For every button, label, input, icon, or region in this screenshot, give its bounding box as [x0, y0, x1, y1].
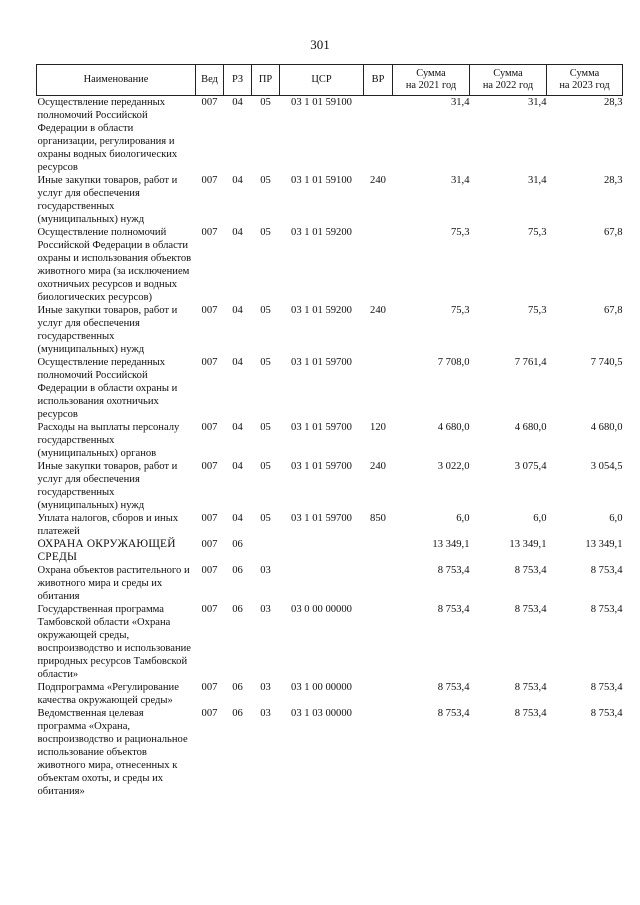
table-row	[37, 538, 623, 564]
budget-table	[36, 64, 623, 798]
row-vr	[364, 603, 393, 681]
row-ved: 007	[201, 227, 218, 238]
row-sum-2023: 28,3	[603, 175, 623, 186]
row-rz: 04	[232, 227, 243, 238]
row-csr	[280, 538, 364, 564]
row-ved: 007	[201, 604, 218, 615]
row-name: Осуществление переданных полномочий Российской Федерации в области организации, регулирования и охраны водных биологических ресурсов	[37, 97, 178, 173]
table-row	[37, 564, 623, 603]
row-ved: 007	[201, 682, 218, 693]
row-sum-2021: 31,4	[450, 97, 470, 108]
row-name: Иные закупки товаров, работ и услуг для обеспечения государственных (муниципальных) нужд	[37, 305, 178, 355]
row-rz: 04	[232, 422, 243, 433]
row-sum-2021: 7 708,0	[437, 357, 470, 368]
row-name: Ведомственная целевая программа «Охрана, воспроизводство и рациональное использование объектов животного мира, отнесенных к объектам охоты, и среды их обитания»	[37, 708, 188, 797]
row-sum-2023: 8 753,4	[590, 565, 623, 576]
table-body	[37, 96, 623, 799]
row-name: Государственная программа Тамбовской области «Охрана окружающей среды, воспроизводство и использование природных ресурсов Тамбовской области»	[37, 604, 191, 680]
row-name: Иные закупки товаров, работ и услуг для обеспечения государственных (муниципальных) нужд	[37, 175, 178, 225]
row-sum-2023: 6,0	[609, 513, 623, 524]
row-csr: 03 1 01 59700	[291, 513, 352, 524]
row-sum-2023: 67,8	[603, 305, 623, 316]
header-sum-2021-line2: на 2021 год	[405, 80, 457, 91]
header-pr: ПР	[252, 65, 280, 96]
row-vr	[364, 564, 393, 603]
row-rz: 04	[232, 513, 243, 524]
row-sum-2021: 8 753,4	[437, 565, 470, 576]
header-csr: ЦСР	[280, 65, 364, 96]
row-rz: 06	[232, 604, 243, 615]
row-ved: 007	[201, 461, 218, 472]
row-sum-2021: 6,0	[456, 513, 470, 524]
row-sum-2023: 8 753,4	[590, 604, 623, 615]
header-sum-2022-line1: Сумма	[493, 68, 523, 79]
row-rz: 06	[232, 682, 243, 693]
row-ved: 007	[201, 305, 218, 316]
row-sum-2022: 7 761,4	[514, 357, 547, 368]
row-ved: 007	[201, 175, 218, 186]
row-pr: 05	[260, 513, 271, 524]
row-csr: 03 1 00 00000	[291, 682, 352, 693]
row-name: Подпрограмма «Регулирование качества окружающей среды»	[37, 682, 179, 706]
row-csr: 03 1 01 59100	[291, 97, 352, 108]
header-vr: ВР	[364, 65, 393, 96]
header-rz: РЗ	[224, 65, 252, 96]
row-pr: 05	[260, 175, 271, 186]
row-rz: 04	[232, 305, 243, 316]
row-csr: 03 1 01 59700	[291, 461, 352, 472]
row-sum-2022: 13 349,1	[509, 539, 547, 550]
row-sum-2023: 13 349,1	[585, 539, 623, 550]
row-csr: 03 1 01 59200	[291, 305, 352, 316]
row-sum-2021: 8 753,4	[437, 708, 470, 719]
row-name: Осуществление переданных полномочий Российской Федерации в области охраны и использования охотничьих ресурсов	[37, 357, 178, 420]
row-sum-2021: 13 349,1	[432, 539, 470, 550]
row-csr: 03 1 01 59700	[291, 357, 352, 368]
row-sum-2021: 31,4	[450, 175, 470, 186]
header-sum-2023-line1: Сумма	[569, 68, 600, 79]
row-sum-2023: 3 054,5	[590, 461, 623, 472]
row-csr	[280, 564, 364, 603]
row-pr: 05	[260, 97, 271, 108]
row-sum-2023: 8 753,4	[590, 682, 623, 693]
row-pr: 05	[260, 305, 271, 316]
row-sum-2022: 8 753,4	[514, 604, 547, 615]
row-sum-2021: 75,3	[450, 305, 470, 316]
row-ved: 007	[201, 539, 218, 550]
row-sum-2022: 31,4	[527, 175, 547, 186]
row-sum-2022: 75,3	[527, 227, 547, 238]
row-vr	[364, 226, 393, 304]
row-sum-2023: 67,8	[603, 227, 623, 238]
row-pr: 03	[260, 604, 271, 615]
row-rz: 04	[232, 357, 243, 368]
row-sum-2021: 4 680,0	[437, 422, 470, 433]
row-sum-2022: 8 753,4	[514, 708, 547, 719]
page-number: 301	[310, 37, 330, 52]
row-ved: 007	[201, 565, 218, 576]
row-csr: 03 1 01 59200	[291, 227, 352, 238]
row-pr: 05	[260, 422, 271, 433]
row-ved: 007	[201, 357, 218, 368]
row-vr: 240	[370, 461, 386, 472]
row-sum-2021: 3 022,0	[437, 461, 470, 472]
row-pr: 03	[260, 708, 271, 719]
row-sum-2022: 75,3	[527, 305, 547, 316]
row-name: Осуществление полномочий Российской Федерации в области охраны и использования объектов животного мира (за исключением охотничьих ресурсов и водных биологических ресурсов)	[37, 227, 192, 303]
header-ved: Вед	[196, 65, 224, 96]
row-sum-2023: 4 680,0	[590, 422, 623, 433]
row-csr: 03 1 01 59100	[291, 175, 352, 186]
table-row	[37, 460, 623, 512]
row-vr: 240	[370, 305, 386, 316]
row-sum-2022: 4 680,0	[514, 422, 547, 433]
row-pr: 03	[260, 682, 271, 693]
row-vr: 850	[370, 513, 386, 524]
row-sum-2021: 75,3	[450, 227, 470, 238]
row-pr: 05	[260, 227, 271, 238]
row-rz: 06	[232, 565, 243, 576]
row-vr	[364, 96, 393, 175]
row-sum-2023: 28,3	[603, 97, 623, 108]
row-name: Иные закупки товаров, работ и услуг для обеспечения государственных (муниципальных) нужд	[37, 461, 178, 511]
row-pr: 05	[260, 461, 271, 472]
row-name: Расходы на выплаты персоналу государственных (муниципальных) органов	[37, 422, 180, 459]
row-sum-2022: 6,0	[533, 513, 547, 524]
row-rz: 06	[232, 539, 243, 550]
row-rz: 06	[232, 708, 243, 719]
table-row	[37, 512, 623, 538]
table-row	[37, 226, 623, 304]
row-vr: 240	[370, 175, 386, 186]
row-ved: 007	[201, 422, 218, 433]
table-row	[37, 356, 623, 421]
row-sum-2022: 31,4	[527, 97, 547, 108]
row-rz: 04	[232, 97, 243, 108]
header-sum-2022	[470, 65, 547, 96]
header-sum-2023	[547, 65, 623, 96]
table-row	[37, 707, 623, 798]
row-rz: 04	[232, 175, 243, 186]
row-ved: 007	[201, 513, 218, 524]
row-name: Уплата налогов, сборов и иных платежей	[37, 513, 179, 537]
row-ved: 007	[201, 97, 218, 108]
row-sum-2022: 3 075,4	[514, 461, 547, 472]
row-name: Охрана объектов растительного и животного мира и среды их обитания	[37, 565, 190, 602]
header-sum-2022-line2: на 2022 год	[482, 80, 534, 91]
row-name: ОХРАНА ОКРУЖАЮЩЕЙ СРЕДЫ	[37, 538, 176, 563]
table-row	[37, 603, 623, 681]
table-row	[37, 174, 623, 226]
row-sum-2023: 8 753,4	[590, 708, 623, 719]
row-csr: 03 1 03 00000	[291, 708, 352, 719]
row-rz: 04	[232, 461, 243, 472]
row-pr: 05	[260, 357, 271, 368]
table-row	[37, 681, 623, 707]
table-row	[37, 96, 623, 175]
header-sum-2021-line1: Сумма	[416, 68, 446, 79]
header-sum-2021	[393, 65, 470, 96]
table-header	[37, 65, 623, 96]
row-vr	[364, 681, 393, 707]
row-csr: 03 1 01 59700	[291, 422, 352, 433]
header-name: Наименование	[37, 65, 196, 96]
row-csr: 03 0 00 00000	[291, 604, 352, 615]
row-sum-2023: 7 740,5	[590, 357, 623, 368]
header-sum-2023-line2: на 2023 год	[559, 80, 610, 91]
row-sum-2022: 8 753,4	[514, 565, 547, 576]
row-ved: 007	[201, 708, 218, 719]
row-pr	[252, 538, 280, 564]
row-vr	[364, 707, 393, 798]
row-sum-2021: 8 753,4	[437, 682, 470, 693]
row-sum-2022: 8 753,4	[514, 682, 547, 693]
row-vr	[364, 356, 393, 421]
row-vr: 120	[370, 422, 386, 433]
table-row	[37, 421, 623, 460]
row-pr: 03	[260, 565, 271, 576]
table-row	[37, 304, 623, 356]
row-vr	[364, 538, 393, 564]
row-sum-2021: 8 753,4	[437, 604, 470, 615]
